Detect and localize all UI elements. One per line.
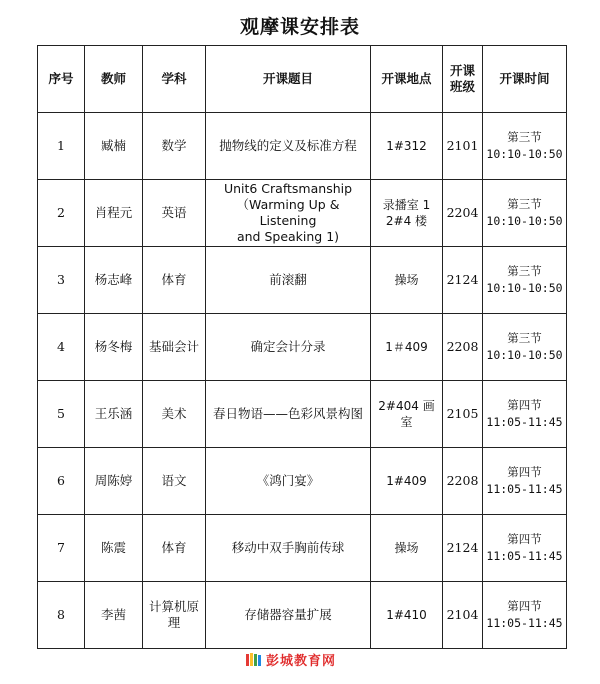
row-time: 第四节 11:05-11:45: [483, 582, 567, 649]
row-class: 2104: [443, 582, 483, 649]
row-time: 第三节 10:10-10:50: [483, 314, 567, 381]
row-class: 2208: [443, 448, 483, 515]
row-location: 操场: [371, 247, 443, 314]
row-class: 2101: [443, 113, 483, 180]
row-class: 2204: [443, 180, 483, 247]
row-location: 2#404 画室: [371, 381, 443, 448]
row-no: 4: [38, 314, 85, 381]
row-time: 第三节 10:10-10:50: [483, 247, 567, 314]
row-no: 2: [38, 180, 85, 247]
row-no: 6: [38, 448, 85, 515]
table-row: [38, 247, 567, 314]
row-no: 7: [38, 515, 85, 582]
row-location: 1#410: [371, 582, 443, 649]
row-location: 1＃409: [371, 314, 443, 381]
row-time: 第四节 11:05-11:45: [483, 381, 567, 448]
table-row: [38, 314, 567, 381]
table-row: [38, 113, 567, 180]
row-subject: 美术: [143, 381, 206, 448]
row-no: 8: [38, 582, 85, 649]
row-topic: 确定会计分录: [206, 314, 371, 381]
header-location: 开课地点: [371, 46, 443, 113]
row-teacher: 杨冬梅: [85, 314, 143, 381]
row-no: 5: [38, 381, 85, 448]
page-title: 观摩课安排表: [239, 16, 360, 38]
row-no: 1: [38, 113, 85, 180]
row-class: 2124: [443, 247, 483, 314]
row-topic: 前滚翻: [206, 247, 371, 314]
schedule-table: [37, 45, 567, 649]
row-teacher: 王乐涵: [85, 381, 143, 448]
row-topic: 春日物语——色彩风景构图: [206, 381, 371, 448]
row-class: 2124: [443, 515, 483, 582]
row-time: 第三节 10:10-10:50: [483, 180, 567, 247]
book-logo-icon: [245, 652, 263, 668]
row-subject: 计算机原理: [143, 582, 206, 649]
row-no: 3: [38, 247, 85, 314]
row-location: 录播室 1 2#4 楼: [371, 180, 443, 247]
row-class: 2105: [443, 381, 483, 448]
row-subject: 英语: [143, 180, 206, 247]
table-row: [38, 180, 567, 247]
row-teacher: 肖程元: [85, 180, 143, 247]
header-topic: 开课题目: [206, 46, 371, 113]
row-topic: 抛物线的定义及标准方程: [206, 113, 371, 180]
header-class: 开课 班级: [443, 46, 483, 113]
row-subject: 体育: [143, 247, 206, 314]
row-time: 第四节 11:05-11:45: [483, 448, 567, 515]
table-row: [38, 381, 567, 448]
header-teacher: 教师: [85, 46, 143, 113]
table-row: [38, 448, 567, 515]
header-time: 开课时间: [483, 46, 567, 113]
table-row: [38, 515, 567, 582]
watermark-text: 彭城教育网: [266, 654, 337, 669]
row-teacher: 周陈婷: [85, 448, 143, 515]
row-time: 第四节 11:05-11:45: [483, 515, 567, 582]
row-topic: Unit6 Craftsmanship （Warming Up & Listening and Speaking 1): [206, 180, 371, 247]
row-teacher: 陈震: [85, 515, 143, 582]
row-topic: 《鸿门宴》: [206, 448, 371, 515]
table-row: [38, 582, 567, 649]
row-subject: 体育: [143, 515, 206, 582]
row-location: 1#312: [371, 113, 443, 180]
row-subject: 基础会计: [143, 314, 206, 381]
watermark: [245, 650, 336, 669]
row-teacher: 臧楠: [85, 113, 143, 180]
row-subject: 语文: [143, 448, 206, 515]
row-topic: 移动中双手胸前传球: [206, 515, 371, 582]
header-no: 序号: [38, 46, 85, 113]
row-subject: 数学: [143, 113, 206, 180]
row-topic: 存储器容量扩展: [206, 582, 371, 649]
table-header-row: [38, 46, 567, 113]
row-time: 第三节 10:10-10:50: [483, 113, 567, 180]
header-subject: 学科: [143, 46, 206, 113]
row-location: 1#409: [371, 448, 443, 515]
row-teacher: 李茜: [85, 582, 143, 649]
row-teacher: 杨志峰: [85, 247, 143, 314]
row-location: 操场: [371, 515, 443, 582]
row-class: 2208: [443, 314, 483, 381]
